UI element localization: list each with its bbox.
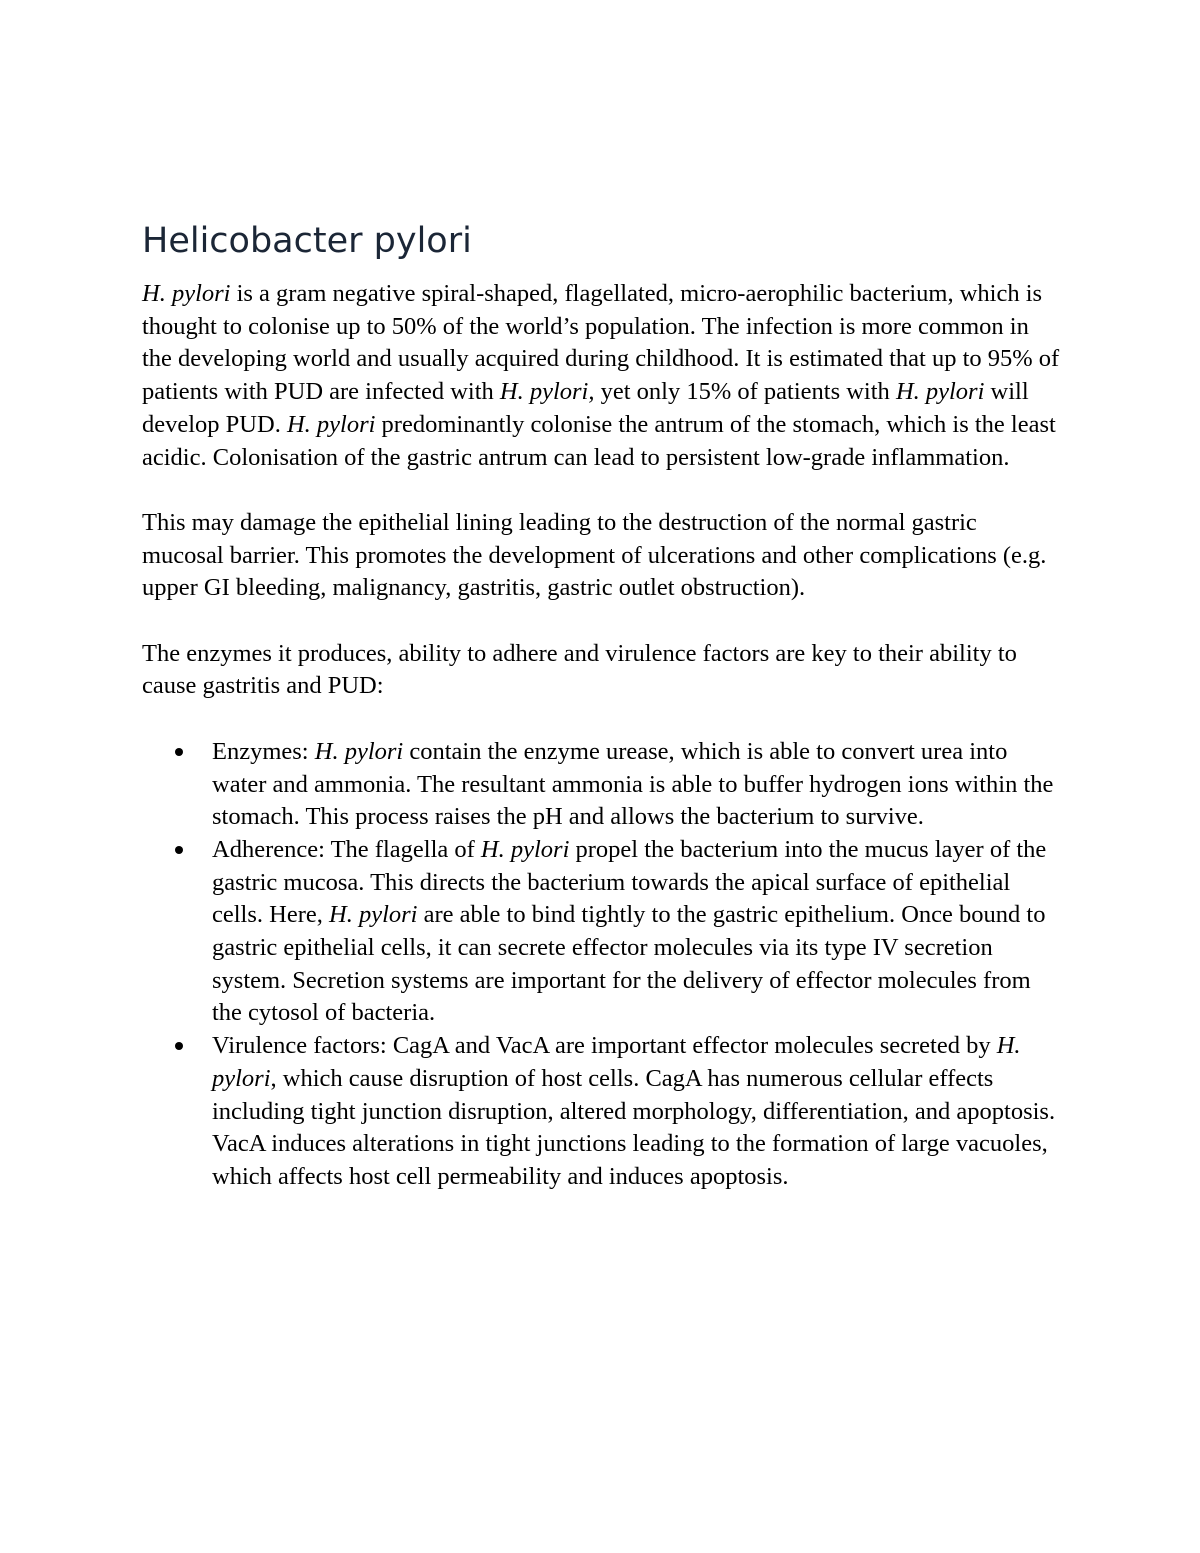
italic-organism-name: H. pylori [329, 901, 418, 929]
list-item-adherence [212, 834, 1062, 1030]
bullet-icon [175, 748, 183, 756]
italic-organism-name: H. pylori [212, 1032, 1021, 1092]
bullet-icon [175, 846, 183, 854]
text-span: yet only 15% of patients with [594, 378, 896, 406]
paragraph-factors-intro: The enzymes it produces, ability to adhere and virulence factors are key to their ability to cause gastritis and PUD: [142, 639, 1017, 700]
text-span: , which cause disruption of host cells. CagA has numerous cellular effects including tight junction disruption, altered morphology, differentiation, and apoptosis. VacA induces alterations in tight junctions leading to the formation of large vacuoles, which affects host cell permeability and induces apoptosis. [212, 1064, 1056, 1190]
text-span: predominantly colonise the antrum of the stomach, which is the least acidic. Colonisation of the gastric antrum can lead to persistent low-grade inflammation. [142, 410, 1056, 471]
document-body [142, 218, 1062, 1194]
italic-organism-name: H. pylori [480, 835, 570, 863]
page-title: Helicobacter pylori [142, 221, 472, 261]
text-span: propel the bacterium into the mucus layer of the gastric mucosa. This directs the bacterium towards the apical surface of epithelial cells. Here, [212, 835, 1047, 929]
bullet-icon [175, 1042, 183, 1050]
text-span: Enzymes: [212, 737, 315, 765]
italic-organism-name: H. pylori [142, 280, 231, 307]
paragraph-damage: This may damage the epithelial lining leading to the destruction of the normal gastric mucosal barrier. This promotes the development of ulcerations and other complications (e.g. upper GI bleeding, malignancy, gastritis, gastric outlet obstruction). [142, 508, 1047, 602]
italic-organism-name: H. pylori [314, 737, 404, 765]
italic-organism-name: H. pylori [286, 410, 376, 438]
paragraph-intro [142, 278, 1062, 474]
text-span: will develop PUD. [142, 378, 1029, 438]
text-span: are able to bind tightly to the gastric epithelium. Once bound to gastric epithelial cells, it can secrete effector molecules via its type IV secretion system. Secretion systems are important for the delivery of effector molecules from the cytosol of bacteria. [212, 901, 1046, 1027]
factors-list [142, 736, 1062, 1194]
italic-organism-name: H. pylori [895, 378, 985, 406]
text-span: contain the enzyme urease, which is able to convert urea into water and ammonia. The resultant ammonia is able to buffer hydrogen ions within the stomach. This process raises the pH and allows the bacterium to survive. [212, 737, 1054, 831]
list-item-enzymes [212, 736, 1062, 834]
italic-organism-name: H. pylori, [499, 378, 595, 406]
text-span: Adherence: The flagella of [212, 835, 481, 863]
text-span: Virulence factors: CagA and VacA are important effector molecules secreted by [212, 1032, 997, 1060]
list-item-virulence [212, 1030, 1062, 1194]
text-span: is a gram negative spiral-shaped, flagellated, micro-aerophilic bacterium, which is thought to colonise up to 50% of the world’s population. The infection is more common in the developing world and usually acquired during childhood. It is estimated that up to 95% of patients with PUD are infected with [142, 280, 1060, 406]
